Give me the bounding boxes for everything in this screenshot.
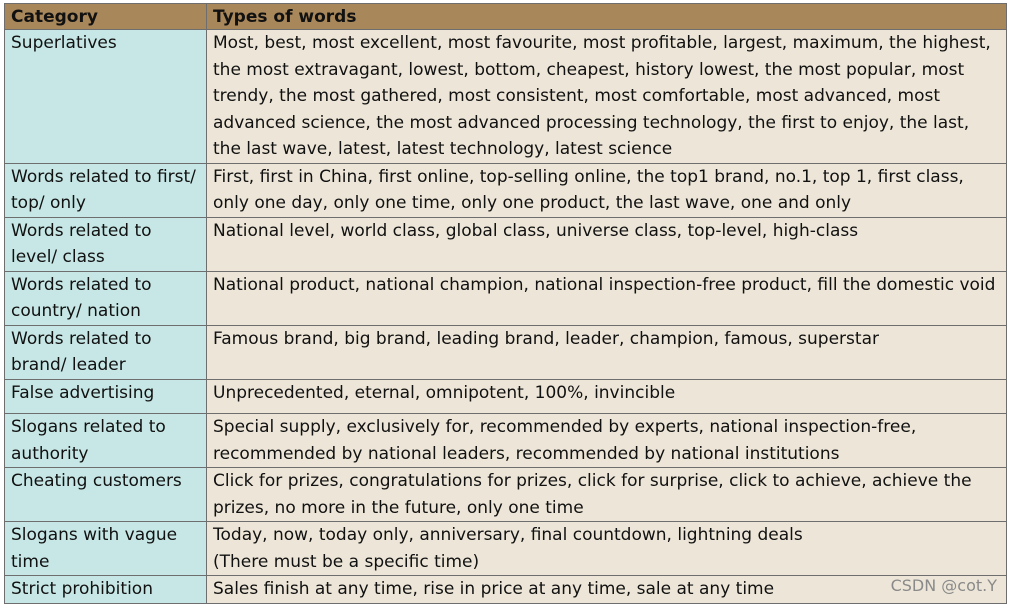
- prohibited-words-table: [4, 3, 1007, 604]
- words-cell: Click for prizes, congratulations for prizes, click for surprise, click to achieve, achieve the prizes, no more in the future, only one time: [207, 468, 1007, 522]
- words-column-header: Types of words: [207, 4, 1007, 30]
- words-cell: National level, world class, global class, universe class, top-level, high-class: [207, 217, 1007, 271]
- category-cell: Slogans with vague time: [5, 522, 207, 576]
- words-cell: [207, 522, 1007, 576]
- table-row: [5, 325, 1007, 379]
- table-row: [5, 414, 1007, 468]
- table-row: [5, 30, 1007, 164]
- category-cell: Slogans related to authority: [5, 414, 207, 468]
- category-cell: Strict prohibition: [5, 576, 207, 604]
- words-cell: Unprecedented, eternal, omnipotent, 100%, invincible: [207, 379, 1007, 414]
- words-cell: First, first in China, first online, top-selling online, the top1 brand, no.1, top 1, first class, only one day, only one time, only one product, the last wave, one and only: [207, 163, 1007, 217]
- words-cell: Special supply, exclusively for, recommended by experts, national inspection-free, recommended by national leaders, recommended by national institutions: [207, 414, 1007, 468]
- words-cell: National product, national champion, national inspection-free product, fill the domestic void: [207, 271, 1007, 325]
- category-cell: Superlatives: [5, 30, 207, 164]
- table-row: [5, 163, 1007, 217]
- category-cell: False advertising: [5, 379, 207, 414]
- table-row: [5, 576, 1007, 604]
- table-row: [5, 522, 1007, 576]
- category-cell: Cheating customers: [5, 468, 207, 522]
- table-row: [5, 271, 1007, 325]
- category-column-header: Category: [5, 4, 207, 30]
- category-cell: Words related to level/ class: [5, 217, 207, 271]
- table-row: [5, 468, 1007, 522]
- watermark: CSDN @cot.Y: [890, 576, 997, 595]
- category-cell: Words related to country/ nation: [5, 271, 207, 325]
- category-cell: Words related to first/ top/ only: [5, 163, 207, 217]
- table-row: [5, 217, 1007, 271]
- category-cell: Words related to brand/ leader: [5, 325, 207, 379]
- table-header-row: [5, 4, 1007, 30]
- words-note: (There must be a specific time): [213, 551, 480, 572]
- words-cell: Famous brand, big brand, leading brand, leader, champion, famous, superstar: [207, 325, 1007, 379]
- words-cell: Most, best, most excellent, most favourite, most profitable, largest, maximum, the highest, the most extravagant, lowest, bottom, cheapest, history lowest, the most popular, most trendy, the most gathered, most consistent, most comfortable, most advanced, most advanced science, the most advanced processing technology, the first to enjoy, the last, the last wave, latest, latest technology, latest science: [207, 30, 1007, 164]
- words-cell: Sales finish at any time, rise in price at any time, sale at any time: [207, 576, 1007, 604]
- table-row: [5, 379, 1007, 414]
- words-text: Today, now, today only, anniversary, final countdown, lightning deals: [213, 525, 803, 545]
